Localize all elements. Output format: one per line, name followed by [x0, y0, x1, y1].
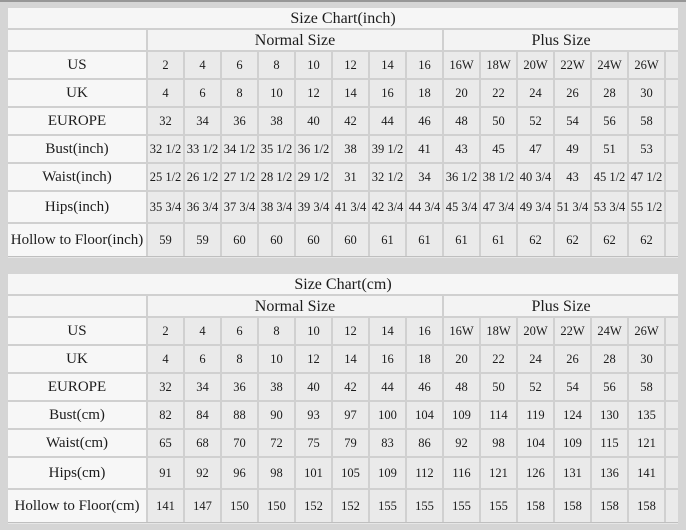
- row-filler-cell: [666, 108, 678, 134]
- size-value-cell: 68: [185, 430, 220, 456]
- row-label: Hollow to Floor(inch): [8, 224, 146, 256]
- size-value-cell: 126: [518, 458, 553, 488]
- size-chart-cm-table: [8, 274, 678, 523]
- size-value-cell: 109: [444, 402, 479, 428]
- row-filler-cell: [666, 52, 678, 78]
- row-label: US: [8, 318, 146, 344]
- table-row: [8, 346, 678, 372]
- size-value-cell: 16: [370, 346, 405, 372]
- size-chart-page: [0, 2, 686, 523]
- size-value-cell: 62: [518, 224, 553, 256]
- size-value-cell: 12: [333, 52, 368, 78]
- size-value-cell: 22: [481, 80, 516, 106]
- size-value-cell: 136: [592, 458, 627, 488]
- size-value-cell: 44 3/4: [407, 192, 442, 222]
- size-value-cell: 30: [629, 80, 664, 106]
- size-value-cell: 32: [148, 374, 183, 400]
- size-value-cell: 24: [518, 80, 553, 106]
- size-value-cell: 141: [148, 490, 183, 522]
- size-value-cell: 44: [370, 108, 405, 134]
- size-value-cell: 24: [518, 346, 553, 372]
- size-value-cell: 25 1/2: [148, 164, 183, 190]
- size-value-cell: 135: [629, 402, 664, 428]
- table-body: [8, 318, 678, 522]
- row-label: Waist(cm): [8, 430, 146, 456]
- size-value-cell: 59: [185, 224, 220, 256]
- size-value-cell: 131: [555, 458, 590, 488]
- size-value-cell: 2: [148, 318, 183, 344]
- size-value-cell: 26W: [629, 52, 664, 78]
- size-value-cell: 92: [444, 430, 479, 456]
- size-value-cell: 6: [222, 318, 257, 344]
- size-value-cell: 54: [555, 374, 590, 400]
- table-title: Size Chart(inch): [8, 8, 678, 28]
- plus-size-header: Plus Size: [444, 30, 678, 50]
- size-value-cell: 42: [333, 374, 368, 400]
- size-value-cell: 96: [222, 458, 257, 488]
- size-value-cell: 52: [518, 108, 553, 134]
- size-group-header-row: [8, 296, 678, 316]
- size-value-cell: 84: [185, 402, 220, 428]
- table-title: Size Chart(cm): [8, 274, 678, 294]
- size-value-cell: 4: [148, 80, 183, 106]
- size-value-cell: 38 1/2: [481, 164, 516, 190]
- row-filler-cell: [666, 374, 678, 400]
- size-value-cell: 24W: [592, 52, 627, 78]
- size-value-cell: 14: [333, 346, 368, 372]
- size-value-cell: 34: [185, 374, 220, 400]
- size-value-cell: 47 3/4: [481, 192, 516, 222]
- row-filler-cell: [666, 490, 678, 522]
- size-value-cell: 82: [148, 402, 183, 428]
- size-value-cell: 48: [444, 108, 479, 134]
- size-value-cell: 26 1/2: [185, 164, 220, 190]
- size-value-cell: 32 1/2: [370, 164, 405, 190]
- size-value-cell: 8: [259, 318, 294, 344]
- size-value-cell: 49 3/4: [518, 192, 553, 222]
- table-row: [8, 108, 678, 134]
- row-filler-cell: [666, 192, 678, 222]
- row-filler-cell: [666, 458, 678, 488]
- size-value-cell: 4: [148, 346, 183, 372]
- size-value-cell: 105: [333, 458, 368, 488]
- size-value-cell: 43: [444, 136, 479, 162]
- size-value-cell: 18: [407, 80, 442, 106]
- row-filler-cell: [666, 224, 678, 256]
- size-value-cell: 35 1/2: [259, 136, 294, 162]
- size-value-cell: 45: [481, 136, 516, 162]
- normal-size-header: Normal Size: [148, 296, 442, 316]
- size-value-cell: 10: [296, 318, 331, 344]
- size-value-cell: 58: [629, 108, 664, 134]
- table-row: [8, 224, 678, 256]
- size-value-cell: 60: [222, 224, 257, 256]
- size-value-cell: 47 1/2: [629, 164, 664, 190]
- size-value-cell: 46: [407, 374, 442, 400]
- size-value-cell: 31: [333, 164, 368, 190]
- size-value-cell: 16: [370, 80, 405, 106]
- size-value-cell: 155: [444, 490, 479, 522]
- size-value-cell: 39 1/2: [370, 136, 405, 162]
- size-value-cell: 70: [222, 430, 257, 456]
- size-value-cell: 101: [296, 458, 331, 488]
- size-value-cell: 56: [592, 374, 627, 400]
- size-value-cell: 60: [333, 224, 368, 256]
- row-label: UK: [8, 346, 146, 372]
- row-label: EUROPE: [8, 374, 146, 400]
- row-label: US: [8, 52, 146, 78]
- size-value-cell: 14: [370, 318, 405, 344]
- size-value-cell: 51: [592, 136, 627, 162]
- size-value-cell: 8: [259, 52, 294, 78]
- size-value-cell: 16: [407, 52, 442, 78]
- size-value-cell: 51 3/4: [555, 192, 590, 222]
- size-value-cell: 29 1/2: [296, 164, 331, 190]
- size-value-cell: 38: [259, 374, 294, 400]
- size-value-cell: 121: [629, 430, 664, 456]
- size-value-cell: 26: [555, 80, 590, 106]
- size-value-cell: 124: [555, 402, 590, 428]
- row-filler-cell: [666, 346, 678, 372]
- size-value-cell: 41 3/4: [333, 192, 368, 222]
- size-value-cell: 83: [370, 430, 405, 456]
- size-value-cell: 42 3/4: [370, 192, 405, 222]
- row-label: Hollow to Floor(cm): [8, 490, 146, 522]
- row-filler-cell: [666, 164, 678, 190]
- table-row: [8, 52, 678, 78]
- size-value-cell: 28: [592, 80, 627, 106]
- normal-size-header: Normal Size: [148, 30, 442, 50]
- size-value-cell: 93: [296, 402, 331, 428]
- size-value-cell: 36 1/2: [296, 136, 331, 162]
- size-value-cell: 28 1/2: [259, 164, 294, 190]
- size-value-cell: 150: [222, 490, 257, 522]
- row-filler-cell: [666, 136, 678, 162]
- size-value-cell: 30: [629, 346, 664, 372]
- size-value-cell: 141: [629, 458, 664, 488]
- size-value-cell: 36 3/4: [185, 192, 220, 222]
- size-value-cell: 92: [185, 458, 220, 488]
- size-value-cell: 22: [481, 346, 516, 372]
- size-value-cell: 46: [407, 108, 442, 134]
- size-value-cell: 97: [333, 402, 368, 428]
- size-value-cell: 40: [296, 374, 331, 400]
- size-value-cell: 4: [185, 52, 220, 78]
- size-value-cell: 18W: [481, 318, 516, 344]
- size-value-cell: 35 3/4: [148, 192, 183, 222]
- size-group-header-row: [8, 30, 678, 50]
- size-value-cell: 49: [555, 136, 590, 162]
- size-value-cell: 12: [296, 80, 331, 106]
- table-row: [8, 374, 678, 400]
- size-value-cell: 36 1/2: [444, 164, 479, 190]
- size-value-cell: 147: [185, 490, 220, 522]
- row-label: EUROPE: [8, 108, 146, 134]
- size-value-cell: 28: [592, 346, 627, 372]
- table-row: [8, 136, 678, 162]
- table-row: [8, 164, 678, 190]
- size-value-cell: 98: [481, 430, 516, 456]
- size-value-cell: 26W: [629, 318, 664, 344]
- size-value-cell: 52: [518, 374, 553, 400]
- size-value-cell: 112: [407, 458, 442, 488]
- size-value-cell: 10: [259, 346, 294, 372]
- size-value-cell: 158: [555, 490, 590, 522]
- size-value-cell: 26: [555, 346, 590, 372]
- size-value-cell: 155: [407, 490, 442, 522]
- size-value-cell: 36: [222, 374, 257, 400]
- row-label: Bust(inch): [8, 136, 146, 162]
- row-label: UK: [8, 80, 146, 106]
- size-value-cell: 53 3/4: [592, 192, 627, 222]
- size-value-cell: 55 1/2: [629, 192, 664, 222]
- size-value-cell: 38 3/4: [259, 192, 294, 222]
- size-value-cell: 115: [592, 430, 627, 456]
- table-row: [8, 458, 678, 488]
- size-value-cell: 8: [222, 346, 257, 372]
- size-chart-inch-table: [8, 8, 678, 257]
- row-filler-cell: [666, 318, 678, 344]
- size-value-cell: 104: [518, 430, 553, 456]
- size-value-cell: 62: [629, 224, 664, 256]
- size-value-cell: 39 3/4: [296, 192, 331, 222]
- size-value-cell: 32 1/2: [148, 136, 183, 162]
- size-value-cell: 10: [296, 52, 331, 78]
- size-value-cell: 109: [555, 430, 590, 456]
- size-value-cell: 32: [148, 108, 183, 134]
- size-value-cell: 130: [592, 402, 627, 428]
- size-value-cell: 58: [629, 374, 664, 400]
- size-value-cell: 14: [370, 52, 405, 78]
- size-value-cell: 34: [185, 108, 220, 134]
- size-value-cell: 116: [444, 458, 479, 488]
- size-value-cell: 2: [148, 52, 183, 78]
- size-value-cell: 155: [370, 490, 405, 522]
- size-value-cell: 62: [555, 224, 590, 256]
- size-value-cell: 60: [259, 224, 294, 256]
- table-row: [8, 430, 678, 456]
- size-value-cell: 91: [148, 458, 183, 488]
- size-value-cell: 12: [296, 346, 331, 372]
- table-row: [8, 402, 678, 428]
- size-value-cell: 88: [222, 402, 257, 428]
- row-filler-cell: [666, 402, 678, 428]
- size-value-cell: 22W: [555, 318, 590, 344]
- size-value-cell: 50: [481, 108, 516, 134]
- size-value-cell: 6: [185, 346, 220, 372]
- size-value-cell: 38: [259, 108, 294, 134]
- size-value-cell: 33 1/2: [185, 136, 220, 162]
- size-value-cell: 152: [333, 490, 368, 522]
- size-value-cell: 10: [259, 80, 294, 106]
- size-value-cell: 45 3/4: [444, 192, 479, 222]
- size-value-cell: 45 1/2: [592, 164, 627, 190]
- size-value-cell: 6: [185, 80, 220, 106]
- size-value-cell: 48: [444, 374, 479, 400]
- size-value-cell: 59: [148, 224, 183, 256]
- size-value-cell: 75: [296, 430, 331, 456]
- size-value-cell: 60: [296, 224, 331, 256]
- size-value-cell: 61: [481, 224, 516, 256]
- size-value-cell: 27 1/2: [222, 164, 257, 190]
- size-value-cell: 119: [518, 402, 553, 428]
- size-value-cell: 150: [259, 490, 294, 522]
- size-value-cell: 158: [592, 490, 627, 522]
- size-value-cell: 8: [222, 80, 257, 106]
- size-value-cell: 16W: [444, 52, 479, 78]
- size-value-cell: 50: [481, 374, 516, 400]
- size-value-cell: 86: [407, 430, 442, 456]
- size-value-cell: 42: [333, 108, 368, 134]
- size-value-cell: 152: [296, 490, 331, 522]
- row-label: Waist(inch): [8, 164, 146, 190]
- row-label: Hips(cm): [8, 458, 146, 488]
- size-value-cell: 121: [481, 458, 516, 488]
- size-value-cell: 72: [259, 430, 294, 456]
- size-value-cell: 104: [407, 402, 442, 428]
- size-value-cell: 43: [555, 164, 590, 190]
- row-filler-cell: [666, 80, 678, 106]
- size-value-cell: 20W: [518, 318, 553, 344]
- size-value-cell: 158: [629, 490, 664, 522]
- size-value-cell: 79: [333, 430, 368, 456]
- table-row: [8, 318, 678, 344]
- size-value-cell: 44: [370, 374, 405, 400]
- size-value-cell: 54: [555, 108, 590, 134]
- size-value-cell: 16W: [444, 318, 479, 344]
- size-value-cell: 98: [259, 458, 294, 488]
- size-value-cell: 56: [592, 108, 627, 134]
- size-value-cell: 62: [592, 224, 627, 256]
- header-spacer-cell: [8, 296, 146, 316]
- size-value-cell: 34 1/2: [222, 136, 257, 162]
- row-filler-cell: [666, 430, 678, 456]
- size-value-cell: 24W: [592, 318, 627, 344]
- size-value-cell: 100: [370, 402, 405, 428]
- table-row: [8, 192, 678, 222]
- size-value-cell: 20: [444, 346, 479, 372]
- size-value-cell: 20: [444, 80, 479, 106]
- size-value-cell: 12: [333, 318, 368, 344]
- size-value-cell: 18: [407, 346, 442, 372]
- table-row: [8, 80, 678, 106]
- size-value-cell: 61: [444, 224, 479, 256]
- size-value-cell: 14: [333, 80, 368, 106]
- size-value-cell: 18W: [481, 52, 516, 78]
- size-value-cell: 4: [185, 318, 220, 344]
- size-value-cell: 20W: [518, 52, 553, 78]
- size-value-cell: 40: [296, 108, 331, 134]
- plus-size-header: Plus Size: [444, 296, 678, 316]
- row-label: Bust(cm): [8, 402, 146, 428]
- size-value-cell: 37 3/4: [222, 192, 257, 222]
- header-spacer-cell: [8, 30, 146, 50]
- table-body: [8, 52, 678, 256]
- size-value-cell: 65: [148, 430, 183, 456]
- size-value-cell: 109: [370, 458, 405, 488]
- size-value-cell: 114: [481, 402, 516, 428]
- size-value-cell: 38: [333, 136, 368, 162]
- size-value-cell: 158: [518, 490, 553, 522]
- size-value-cell: 61: [407, 224, 442, 256]
- size-value-cell: 22W: [555, 52, 590, 78]
- size-value-cell: 34: [407, 164, 442, 190]
- size-value-cell: 53: [629, 136, 664, 162]
- size-value-cell: 47: [518, 136, 553, 162]
- size-value-cell: 40 3/4: [518, 164, 553, 190]
- size-value-cell: 41: [407, 136, 442, 162]
- size-value-cell: 16: [407, 318, 442, 344]
- row-label: Hips(inch): [8, 192, 146, 222]
- table-row: [8, 490, 678, 522]
- size-value-cell: 61: [370, 224, 405, 256]
- size-value-cell: 6: [222, 52, 257, 78]
- size-value-cell: 36: [222, 108, 257, 134]
- size-value-cell: 90: [259, 402, 294, 428]
- size-value-cell: 155: [481, 490, 516, 522]
